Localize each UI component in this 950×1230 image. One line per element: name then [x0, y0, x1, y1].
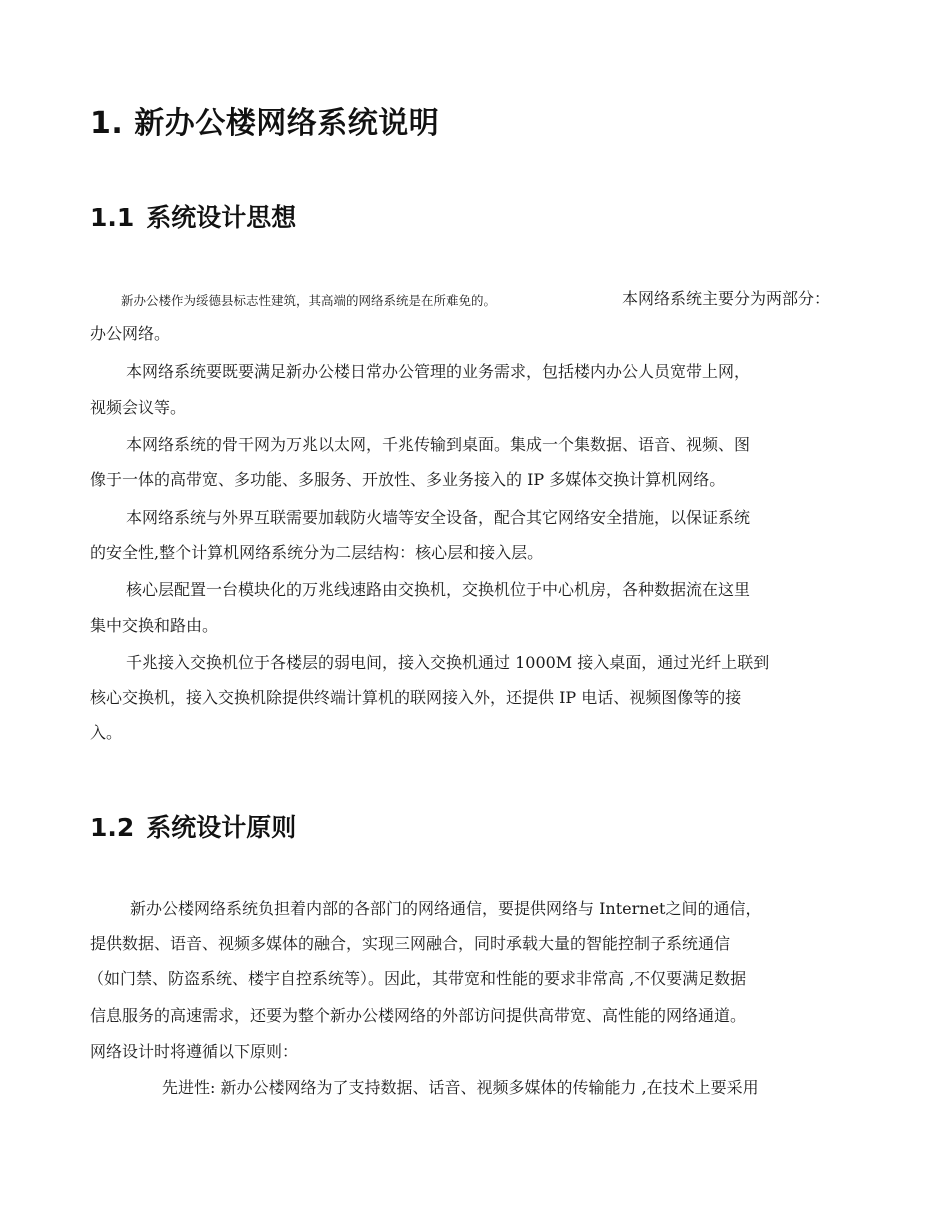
paragraph-line: 新办公楼网络系统负担着内部的各部门的网络通信，要提供网络与 Internet之间的通信，	[130, 899, 762, 918]
paragraph-line: 视频会议等。	[90, 398, 187, 417]
section-number: 1.1	[90, 203, 135, 232]
paragraph-line: 新办公楼作为绥德县标志性建筑，其高端的网络系统是在所难免的。	[121, 293, 497, 308]
paragraph-line: 提供数据、语音、视频多媒体的融合，实现三网融合，同时承载大量的智能控制子系统通信	[90, 934, 731, 953]
paragraph-line: 集中交换和路由。	[90, 616, 219, 635]
section-title: 系统设计原则	[146, 813, 297, 842]
paragraph-line: 像于一体的高带宽、多功能、多服务、开放性、多业务接入的 IP 多媒体交换计算机网络。	[90, 470, 726, 489]
paragraph-line: 网络设计时将遵循以下原则：	[90, 1042, 299, 1061]
paragraph-line: 的安全性,整个计算机网络系统分为二层结构：核心层和接入层。	[90, 543, 544, 562]
paragraph-line: 本网络系统的骨干网为万兆以太网，千兆传输到桌面。集成一个集数据、语音、视频、图	[126, 435, 751, 454]
paragraph-line: 核心层配置一台模块化的万兆线速路由交换机，交换机位于中心机房，各种数据流在这里	[126, 580, 751, 599]
paragraph-line: 本网络系统主要分为两部分：	[622, 289, 831, 308]
paragraph-line: 本网络系统与外界互联需要加载防火墙等安全设备，配合其它网络安全措施，以保证系统	[126, 508, 751, 527]
paragraph-line: 本网络系统要既要满足新办公楼日常办公管理的业务需求，包括楼内办公人员宽带上网，	[126, 362, 751, 381]
document-title: 1. 新办公楼网络系统说明	[90, 106, 440, 141]
paragraph-line: 信息服务的高速需求，还要为整个新办公楼网络的外部访问提供高带宽、高性能的网络通道。	[90, 1006, 747, 1025]
paragraph-line: 办公网络。	[90, 324, 171, 343]
paragraph-line: 入。	[90, 723, 123, 742]
paragraph-line: （如门禁、防盗系统、楼宇自控系统等）。因此，其带宽和性能的要求非常高 ,不仅要满足数据	[88, 969, 747, 988]
section-number: 1.2	[90, 813, 135, 842]
paragraph-line: 先进性: 新办公楼网络为了支持数据、话音、视频多媒体的传输能力 ,在技术上要采用	[162, 1078, 759, 1097]
section-heading-1-2	[90, 808, 296, 844]
section-heading-1-1	[90, 198, 296, 234]
section-title: 系统设计思想	[146, 203, 297, 232]
paragraph-line: 千兆接入交换机位于各楼层的弱电间，接入交换机通过 1000M 接入桌面，通过光纤上联到	[126, 653, 770, 672]
paragraph-line: 核心交换机，接入交换机除提供终端计算机的联网接入外，还提供 IP 电话、视频图像等的接	[90, 688, 742, 707]
